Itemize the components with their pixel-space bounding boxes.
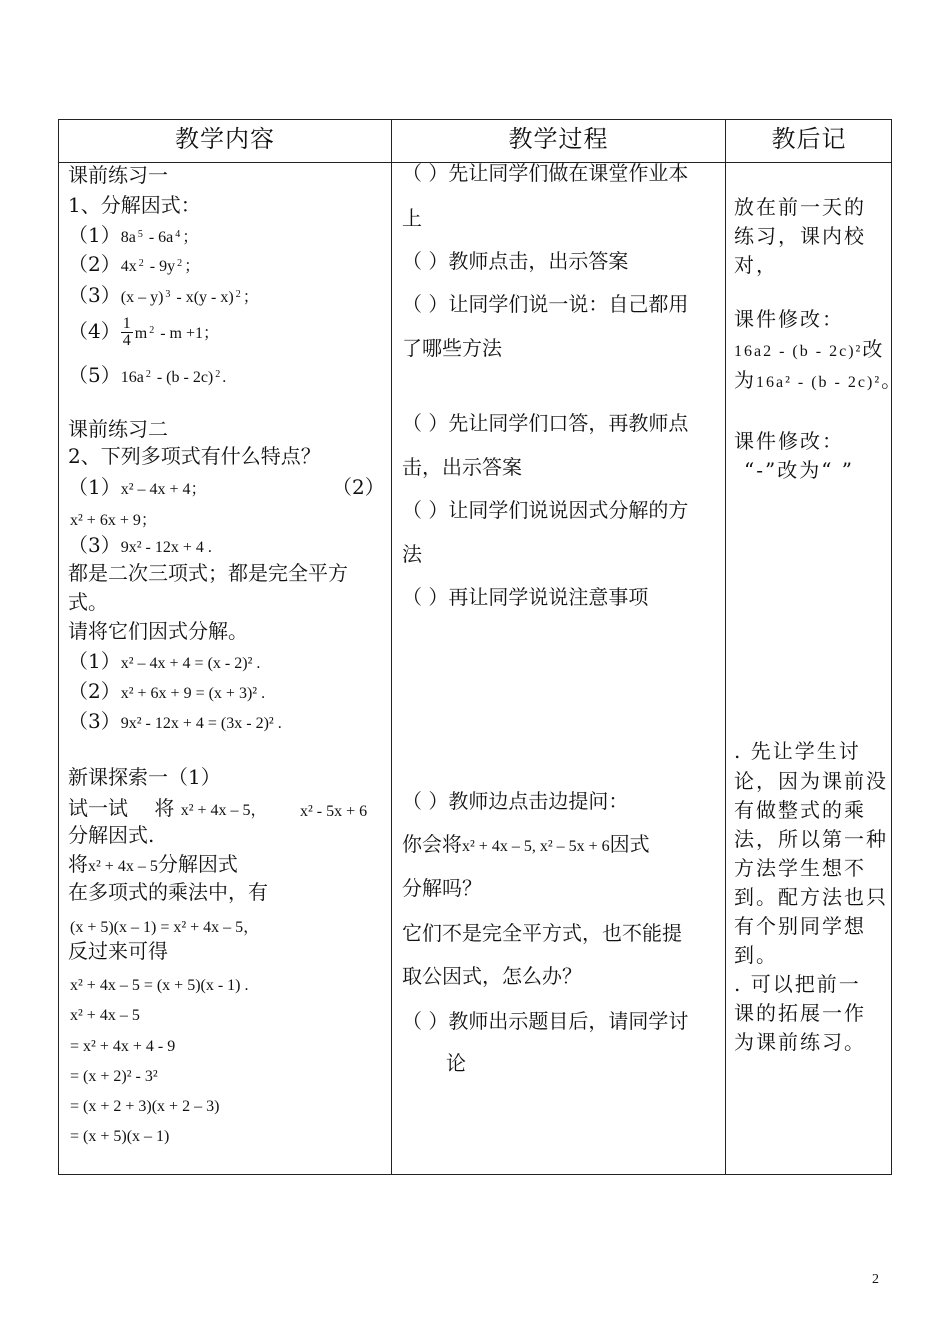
ex1-title: 课前练习一 xyxy=(68,163,168,187)
step-line: = (x + 2 + 3)(x + 2 – 3) xyxy=(70,1098,220,1115)
answer-item: （2）x² + 6x + 9 = (x + 3)² . xyxy=(68,679,266,703)
process-step: （ ）先让同学们做在课堂作业本 xyxy=(402,161,689,185)
ex2-item-3: （3）9x² - 12x + 4 . xyxy=(68,533,212,557)
jiang-line: 将x² + 4x – 5分解因式 xyxy=(68,852,238,876)
process-step: 上 xyxy=(402,206,422,230)
process-step: 论 xyxy=(446,1051,466,1075)
note-line: . 先让学生讨 xyxy=(734,739,861,763)
process-step: （ ）教师出示题目后，请同学讨 xyxy=(402,1009,689,1033)
column-divider xyxy=(725,120,726,1174)
header-notes: 教后记 xyxy=(771,125,847,153)
note-line: 法，所以第一种 xyxy=(734,827,888,851)
note-line: “-”改为“ ” xyxy=(744,458,855,482)
answer-item: （1）x² – 4x + 4 = (x - 2)² . xyxy=(68,649,261,673)
note-line: 对， xyxy=(734,253,778,277)
note-line: 方法学生想不 xyxy=(734,856,866,880)
ex2-item-1: （1）x² – 4x + 4； xyxy=(68,475,207,499)
process-step: 法 xyxy=(402,542,422,566)
header-process: 教学过程 xyxy=(508,125,609,153)
fraction: $\frac{1}{4}$ xyxy=(122,315,131,349)
step-line: = (x + 5)(x – 1) xyxy=(70,1128,170,1145)
ex1-item: （2）4x $^2$ - 9y $^2$ ； xyxy=(68,252,201,276)
note-line: 16a2 - (b - 2c)²改 xyxy=(734,337,885,361)
ex1-item: （5）16a $^2$ - (b - 2c) $^2$ . xyxy=(68,363,227,387)
process-step: 了哪些方法 xyxy=(402,336,502,360)
ex2-title: 课前练习二 xyxy=(68,417,168,441)
note-line: 到。配方法也只 xyxy=(734,885,888,909)
process-step: （ ）让同学们说说因式分解的方 xyxy=(402,498,689,522)
ex2-note: 都是二次三项式；都是完全平方 xyxy=(68,561,348,585)
note-line: 为课前练习。 xyxy=(734,1030,866,1054)
process-step: （ ）先让同学们口答，再教师点 xyxy=(402,411,689,435)
note-line: 论，因为课前没 xyxy=(734,769,888,793)
ex1-item: （3）(x – y) $^3$ - x(y - x) $^2$ ； xyxy=(68,283,259,307)
ex1-item: （1）8a $^5$ - 6a $^4$ ； xyxy=(68,223,199,247)
process-step: （ ）教师点击，出示答案 xyxy=(402,249,629,273)
process-step: 你会将x² + 4x – 5, x² – 5x + 6因式 xyxy=(402,832,650,856)
process-step: 取公因式，怎么办？ xyxy=(402,964,582,988)
header-content: 教学内容 xyxy=(175,125,275,153)
page-number: 2 xyxy=(872,1272,879,1287)
note-line: 课件修改： xyxy=(734,307,844,331)
reverse-line: 反过来可得 xyxy=(68,939,168,963)
note-line: 有个别同学想 xyxy=(734,914,866,938)
step-line: x² + 4x – 5 xyxy=(70,1007,140,1024)
mult-line: 在多项式的乘法中，有 xyxy=(68,880,268,904)
ex2-item-2: x² + 6x + 9； xyxy=(70,512,157,529)
process-step: （ ）再让同学说说注意事项 xyxy=(402,585,649,609)
reverse-expr: x² + 4x – 5 = (x + 5)(x - 1) . xyxy=(70,977,249,994)
try-expr-2: x² - 5x + 6 xyxy=(300,803,368,820)
process-step: 它们不是完全平方式，也不能提 xyxy=(402,921,682,945)
note-line: 练习，课内校 xyxy=(734,224,866,248)
ex2-question: 2、下列多项式有什么特点？ xyxy=(68,444,321,468)
ex2-ask: 请将它们因式分解。 xyxy=(68,619,248,643)
ex1-item: （4） $\frac{1}{4}$ m $^2$ - m +1； xyxy=(68,315,219,349)
note-line: 课件修改： xyxy=(734,429,844,453)
step-line: = x² + 4x + 4 - 9 xyxy=(70,1038,176,1055)
note-line: 课的拓展一作 xyxy=(734,1001,866,1025)
ex2-item-2-num: （2） xyxy=(332,475,385,499)
note-line: . 可以把前一 xyxy=(734,972,861,996)
new-lesson-title: 新课探索一（1） xyxy=(68,765,221,789)
mult-expr: (x + 5)(x – 1) = x² + 4x – 5， xyxy=(70,919,260,936)
process-step: （ ）教师边点击边提问： xyxy=(402,789,629,813)
note-line: 放在前一天的 xyxy=(734,195,866,219)
process-step: 击，出示答案 xyxy=(402,455,522,479)
try-end: 分解因式. xyxy=(68,823,155,847)
note-line: 为16a² - (b - 2c)²。 xyxy=(734,368,904,392)
process-step: 分解吗？ xyxy=(402,876,482,900)
ex2-note: 式。 xyxy=(68,590,108,614)
column-divider xyxy=(391,120,392,1174)
note-line: 到。 xyxy=(734,943,778,967)
answer-item: （3）9x² - 12x + 4 = (3x - 2)² . xyxy=(68,709,282,733)
process-step: （ ）让同学们说一说：自己都用 xyxy=(402,292,689,316)
try-line: 试一试 将 x² + 4x – 5， xyxy=(68,796,267,820)
ex1-question: 1、分解因式： xyxy=(68,193,201,217)
step-line: = (x + 2)² - 3² xyxy=(70,1068,158,1085)
note-line: 有做整式的乘 xyxy=(734,798,866,822)
